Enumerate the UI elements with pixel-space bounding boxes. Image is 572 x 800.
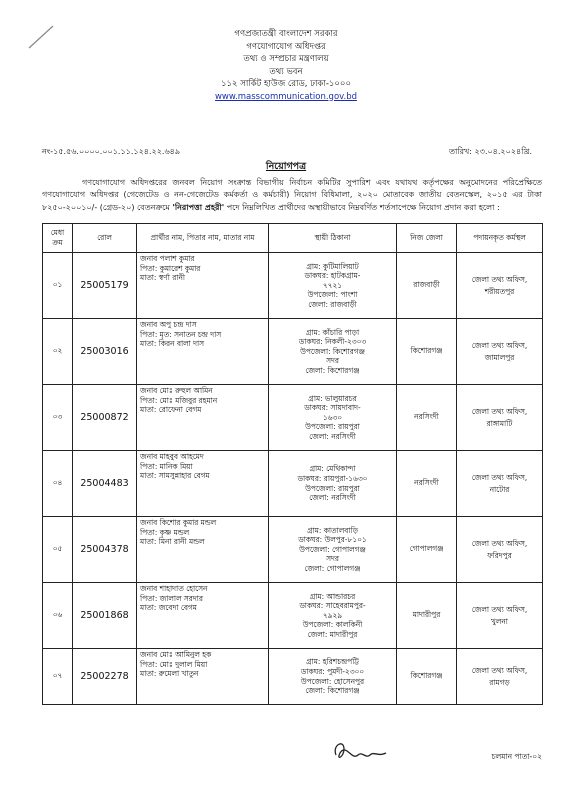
district-cell: নরসিংদী (397, 451, 457, 517)
candidate-cell (137, 649, 269, 705)
address-line: ৭৯২৯ (322, 610, 343, 620)
table-row (43, 253, 543, 319)
address-line: উপজেলা: হোসেনপুর (300, 676, 365, 686)
roll-cell: 25003016 (73, 319, 137, 385)
mother-name: মাতা: রুমেলা খাতুন (140, 669, 199, 679)
father-name: পিতা: মানিক মিয়া (140, 461, 193, 471)
father-name: পিতা: জালাল সরদার (140, 593, 203, 603)
address-line: ডাকঘর: নিকলী-২৩০৩ (298, 337, 367, 347)
col-header-office: পদায়নকৃত কর্মস্থল (457, 224, 543, 253)
address-line: সদর (326, 554, 339, 564)
serial-cell: ০১ (43, 253, 73, 319)
district-cell: রাজবাড়ী (397, 253, 457, 319)
office-line: রাঙ্গামাটি (486, 418, 513, 428)
address-line: উপজেলা: গোপালগঞ্জ (299, 544, 366, 554)
office-cell (457, 385, 543, 451)
serial-cell: ০৩ (43, 385, 73, 451)
address-line: উপজেলা: কিশোরগঞ্জ (300, 346, 365, 356)
candidate-name: জনাব পলাশ কুমার (140, 254, 195, 263)
mother-name: মাতা: মিনা রানী মন্ডল (140, 537, 205, 547)
address-line: জেলা: কিশোরগঞ্জ (305, 365, 360, 375)
serial-cell: ০৭ (43, 649, 73, 705)
mother-name: মাতা: স্বর্ণা রানী (140, 273, 185, 283)
table-row (43, 583, 543, 649)
continuation-note: চলমান পাতা-০২ (491, 752, 542, 761)
roll-cell: 25001868 (73, 583, 137, 649)
address-cell (269, 451, 397, 517)
memo-date: তারিখ: ২৩.০৪.২০২৪খ্রি. (449, 147, 532, 156)
roll-cell: 25000872 (73, 385, 137, 451)
office-cell (457, 649, 543, 705)
address-line: ডাকঘর: হাটকগ্রাম- (304, 271, 361, 281)
address-line: গ্রাম: ভালুয়ারচর (308, 393, 357, 403)
district-cell: নরসিংদী (397, 385, 457, 451)
address-line: গ্রাম: কাঁচারি পাড়া (305, 327, 360, 337)
office-line: জামালপুর (484, 352, 515, 362)
signature (330, 735, 390, 767)
address-line: ডাকঘর: রায়পুরা-১৬৩০ (297, 473, 368, 483)
address-cell (269, 253, 397, 319)
candidate-name: জনাব মাহবুব আহমেদ (140, 452, 204, 461)
col-header-address: স্থায়ী ঠিকানা (269, 224, 397, 253)
office-cell (457, 319, 543, 385)
address-line: জেলা: মাদারীপুর (307, 629, 358, 639)
roll-cell: 25004378 (73, 517, 137, 583)
office-line: জেলা তথ্য অফিস, (471, 472, 528, 482)
address-line: গ্রাম: আন্ডারচর (309, 591, 356, 601)
table-row (43, 649, 543, 705)
roll-cell: 25004483 (73, 451, 137, 517)
body-text-before: গণযোগাযোগ অধিদপ্তরের জনবল নিয়োগ সংক্রান্ত বিভাগীয় নির্বাচন কমিটির সুপারিশ এবং যথাযথ কর্তৃপক্ষের অনুমোদনের পরিপ্রেক্ষিতে গণযোগাযোগ অধিদপ্তর (গেজেটেড ও নন-গেজেটেড কর্মকর্তা ও কর্মচারী) নিয়োগ বিধিমালা, ২০২০ মোতাবেক জাতীয় বেতনস্কেল, ২০১৫ এর টাকা ৮২৫০-২০০১০/- (গ্রেড-২০) বেতনক্রমে (42, 178, 542, 212)
district-cell: মাদারীপুর (397, 583, 457, 649)
memo-number: নং-১৫.৫৬.০০০০.০০১.১১.১২৪.২২.৬৪৯ (42, 147, 181, 156)
district-cell: কিশোরগঞ্জ (397, 649, 457, 705)
header-line-1: গণপ্রজাতন্ত্রী বাংলাদেশ সরকার (234, 29, 338, 39)
candidate-name: জনাব শাহাদাত হোসেন (140, 584, 208, 593)
office-line: নাটোর (489, 484, 510, 494)
father-name: পিতা: কুমারেশ কুমার (140, 263, 201, 273)
address-line: ডাকঘর: সায়দাবাদ- (304, 403, 361, 413)
page-title: নিয়োগপত্র (265, 161, 307, 172)
father-name: পিতা: মৃত: সনাতন চন্দ্র দাস (140, 329, 222, 339)
district-cell: কিশোরগঞ্জ (397, 319, 457, 385)
office-line: জেলা তথ্য অফিস, (471, 340, 528, 350)
header-line-4: তথ্য ভবন (269, 66, 303, 77)
office-line: জেলা তথ্য অফিস, (471, 665, 528, 675)
candidate-cell (137, 319, 269, 385)
table-row (43, 517, 543, 583)
address-line: ১৬৩০ (322, 412, 343, 422)
candidate-name: জনাব কিশোর কুমার মন্ডল (140, 518, 217, 527)
address-line: উপজেলা: কালকিনী (302, 620, 363, 630)
address-line: জেলা: কিশোরগঞ্জ (305, 686, 360, 696)
body-text-after: পদে নিম্নলিখিত প্রার্থীদের অস্থায়ীভাবে নিম্নবর্ণিত শর্তসাপেক্ষে নিয়োগ প্রদান করা হলো : (224, 202, 500, 212)
address-line: গ্রাম: হরিশচন্দ্রপট্টি (306, 657, 359, 667)
appointment-table (42, 223, 543, 705)
mother-name: মাতা: কিরন বালা দাস (140, 339, 205, 349)
col-header-roll: রোল (73, 224, 137, 253)
table-row (43, 319, 543, 385)
office-cell (457, 583, 543, 649)
address-cell (269, 583, 397, 649)
candidate-cell (137, 253, 269, 319)
office-cell (457, 253, 543, 319)
mother-name: মাতা: সামসুন্নাহার বেগম (140, 471, 210, 481)
address-cell (269, 319, 397, 385)
letterhead (0, 28, 572, 103)
roll-cell: 25002278 (73, 649, 137, 705)
header-line-5: ১১২ সার্কিট হাউজ রোড, ঢাকা-১০০০ (220, 79, 351, 89)
mother-name: মাতা: জবেদা বেগম (140, 603, 197, 613)
header-line-3: তথ্য ও সম্প্রচার মন্ত্রণালয় (243, 54, 329, 64)
reference-line (42, 146, 532, 159)
address-line: উপজেলা: পাংশা (307, 290, 358, 300)
address-cell (269, 517, 397, 583)
address-line: জেলা: গোপালগঞ্জ (304, 563, 361, 573)
address-line: ডাকঘর: সাহেবরামপুর- (299, 601, 366, 611)
address-line: ডাকঘর: পুমদী-২৩০০ (300, 666, 365, 676)
address-line: ডাকঘর: উলপুর-৮১০১ (298, 535, 367, 545)
father-name: পিতা: মোঃ দুলাল মিয়া (140, 659, 208, 669)
address-line: সদর (326, 356, 339, 366)
candidate-name: জনাব মোঃ রুহুল আমিন (140, 386, 213, 395)
mother-name: মাতা: রোফেনা বেগম (140, 405, 202, 415)
office-line: ফরিদপুর (487, 550, 512, 560)
table-row (43, 385, 543, 451)
office-line: জেলা তথ্য অফিস, (471, 406, 528, 416)
serial-cell: ০৫ (43, 517, 73, 583)
address-line: জেলা: রাজবাড়ী (308, 299, 357, 309)
address-cell (269, 649, 397, 705)
address-line: গ্রাম: কুটিমালিয়াট (306, 261, 359, 271)
table-header-row (43, 224, 543, 253)
father-name: পিতা: মোঃ মজিবুর রহমান (140, 395, 218, 405)
address-line: জেলা: নরসিংদী (309, 431, 356, 441)
header-line-2: গণযোগাযোগ অধিদপ্তর (246, 41, 326, 52)
col-header-name: প্রার্থীর নাম, পিতার নাম, মাতার নাম (137, 224, 269, 253)
serial-cell: ০৬ (43, 583, 73, 649)
office-line: শরীয়তপুর (484, 286, 515, 296)
candidate-cell (137, 385, 269, 451)
office-cell (457, 517, 543, 583)
candidate-cell (137, 517, 269, 583)
address-cell (269, 385, 397, 451)
office-line: জেলা তথ্য অফিস, (471, 604, 528, 614)
address-line: জেলা: নরসিংদী (309, 493, 356, 503)
col-header-district: নিজ জেলা (397, 224, 457, 253)
roll-cell: 25005179 (73, 253, 137, 319)
candidate-name: জনাব মোঃ আমিনুল হক (140, 650, 212, 659)
address-line: গ্রাম: কাতালবাড়ি (307, 525, 358, 535)
address-line: গ্রাম: মেথিকান্দা (309, 464, 356, 474)
serial-cell: ০২ (43, 319, 73, 385)
district-cell: গোপালগঞ্জ (397, 517, 457, 583)
office-cell (457, 451, 543, 517)
candidate-cell (137, 583, 269, 649)
col-header-serial: মেধা ক্রম (43, 224, 73, 253)
candidate-cell (137, 451, 269, 517)
post-name: 'নিরাপত্তা প্রহরী' (172, 202, 225, 212)
website-link[interactable]: www.masscommunication.gov.bd (214, 91, 358, 102)
office-line: জেলা তথ্য অফিস, (471, 274, 528, 284)
father-name: পিতা: কৃষ্ণ মন্ডল (140, 527, 190, 537)
address-line: ৭৭২১ (322, 280, 343, 290)
table-row (43, 451, 543, 517)
office-line: রামগড় (489, 677, 510, 687)
office-line: খুলনা (491, 616, 508, 626)
body-paragraph (42, 177, 542, 214)
address-line: উপজেলা: রায়পুরা (305, 483, 360, 493)
office-line: জেলা তথ্য অফিস, (471, 538, 528, 548)
address-line: উপজেলা: রায়পুরা (305, 422, 360, 432)
serial-cell: ০৪ (43, 451, 73, 517)
candidate-name: জনাব অপু চন্দ্র দাস (140, 320, 197, 329)
